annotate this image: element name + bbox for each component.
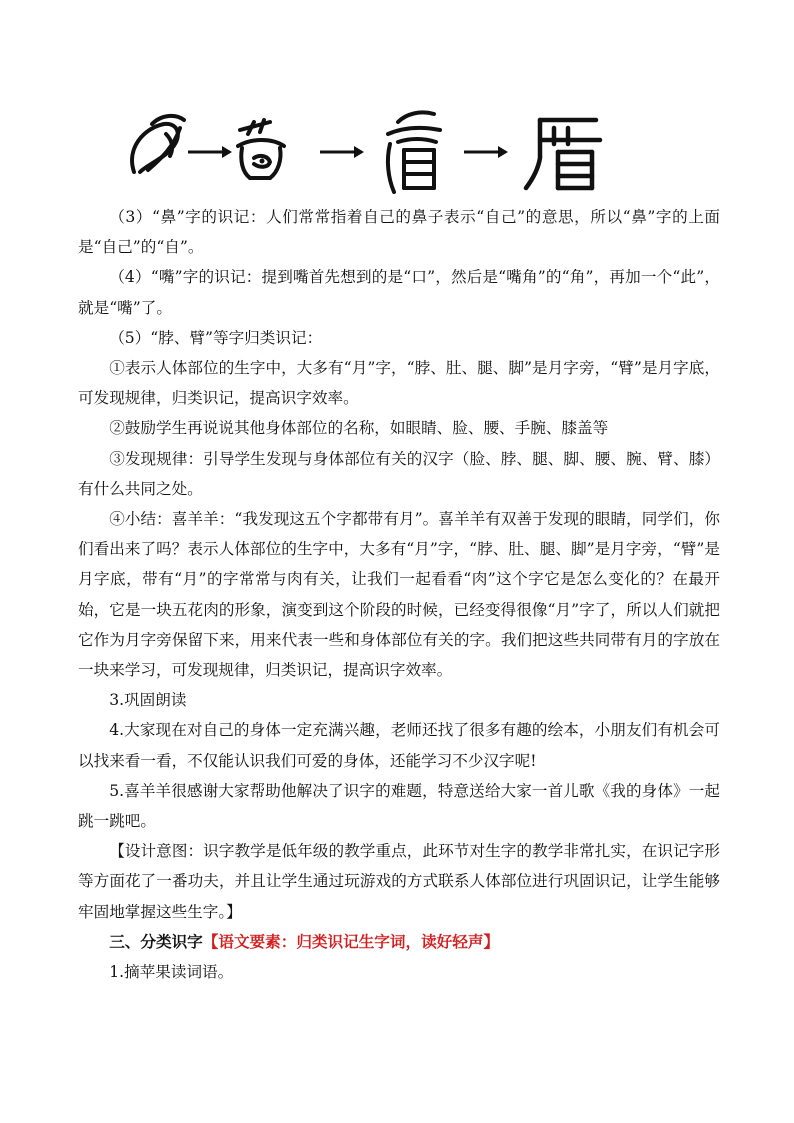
paragraph-nose: （3）“鼻”字的识记：人们常常指着自己的鼻子表示“自己”的意思，所以“鼻”字的上面是“自己”的“自”。 (78, 208, 720, 257)
paragraph-design-intent: 【设计意图：识字教学是低年级的教学重点，此环节对生字的教学非常扎实，在识记字形等方面花了一番功夫，并且让学生通过玩游戏的方式联系人体部位进行巩固识记，让学生能够牢固地掌握这些生字。】 (78, 842, 720, 921)
paragraph-point-3: ③发现规律：引导学生发现与身体部位有关的汉字（脸、脖、腿、脚、腰、腕、臂、膝）有什么共同之处。 (78, 449, 720, 498)
section-highlight: 【语文要素：归类识记生字词，读好轻声】 (202, 932, 500, 951)
paragraph-grouping: （5）“脖、臂”等字归类识记： (109, 328, 323, 347)
lesson-body (78, 202, 720, 987)
right-arrow-icon (464, 146, 508, 158)
seal-eyebrow-glyph (388, 112, 440, 192)
character-evolution-figure (122, 100, 612, 200)
modern-mei-glyph (526, 120, 600, 188)
paragraph-picture-books: 4.大家现在对自己的身体一定充满兴趣，老师还找了很多有趣的绘本，小朋友们有机会可以找来看一看，不仅能认识我们可爱的身体，还能学习不少汉字呢! (78, 721, 720, 770)
section-heading (78, 927, 720, 957)
paragraph-review-reading: 3.巩固朗读 (109, 691, 187, 710)
paragraph-song: 5.喜羊羊很感谢大家帮助他解决了识字的难题，特意送给大家一首儿歌《我的身体》一起跳一跳吧。 (78, 781, 720, 831)
paragraph-point-2: ②鼓励学生再说说其他身体部位的名称，如眼睛、脸、腰、手腕、膝盖等 (109, 419, 609, 438)
paragraph-summary: ④小结：喜羊羊：“我发现这五个字都带有月”。喜羊羊有双善于发现的眼睛，同学们，你们看出来了吗？表示人体部位的生字中，大多有“月”字，“脖、肚、腿、脚”是月字旁，“臂”是月字底，带有“月”的字常常与肉有关，让我们一起看看“肉”这个字它是怎么变化的？在最开始，它是一块五花肉的形象，演变到这个阶段的时候，已经变得很像“月”字了，所以人们就把它作为月字旁保留下来，用来代表一些和身体部位有关的字。我们把这些共同带有月的字放在一块来学习，可发现规律，归类识记，提高识字效率。 (78, 510, 720, 680)
bronze-eyebrow-glyph (238, 120, 284, 178)
ancient-eyebrow-glyph (132, 116, 184, 172)
paragraph-mouth: （4）“嘴”字的识记：提到嘴首先想到的是“口”，然后是“嘴角”的“角”，再加一个“此”，就是“嘴”了。 (78, 268, 720, 317)
section-title: 三、分类识字 (109, 932, 203, 951)
paragraph-pick-apples: 1.摘苹果读词语。 (109, 963, 234, 982)
right-arrow-icon (188, 146, 232, 158)
right-arrow-icon (320, 146, 364, 158)
paragraph-point-1: ①表示人体部位的生字中，大多有“月”字，“脖、肚、腿、脚”是月字旁，“臂”是月字底，可发现规律，归类识记，提高识字效率。 (78, 359, 720, 408)
